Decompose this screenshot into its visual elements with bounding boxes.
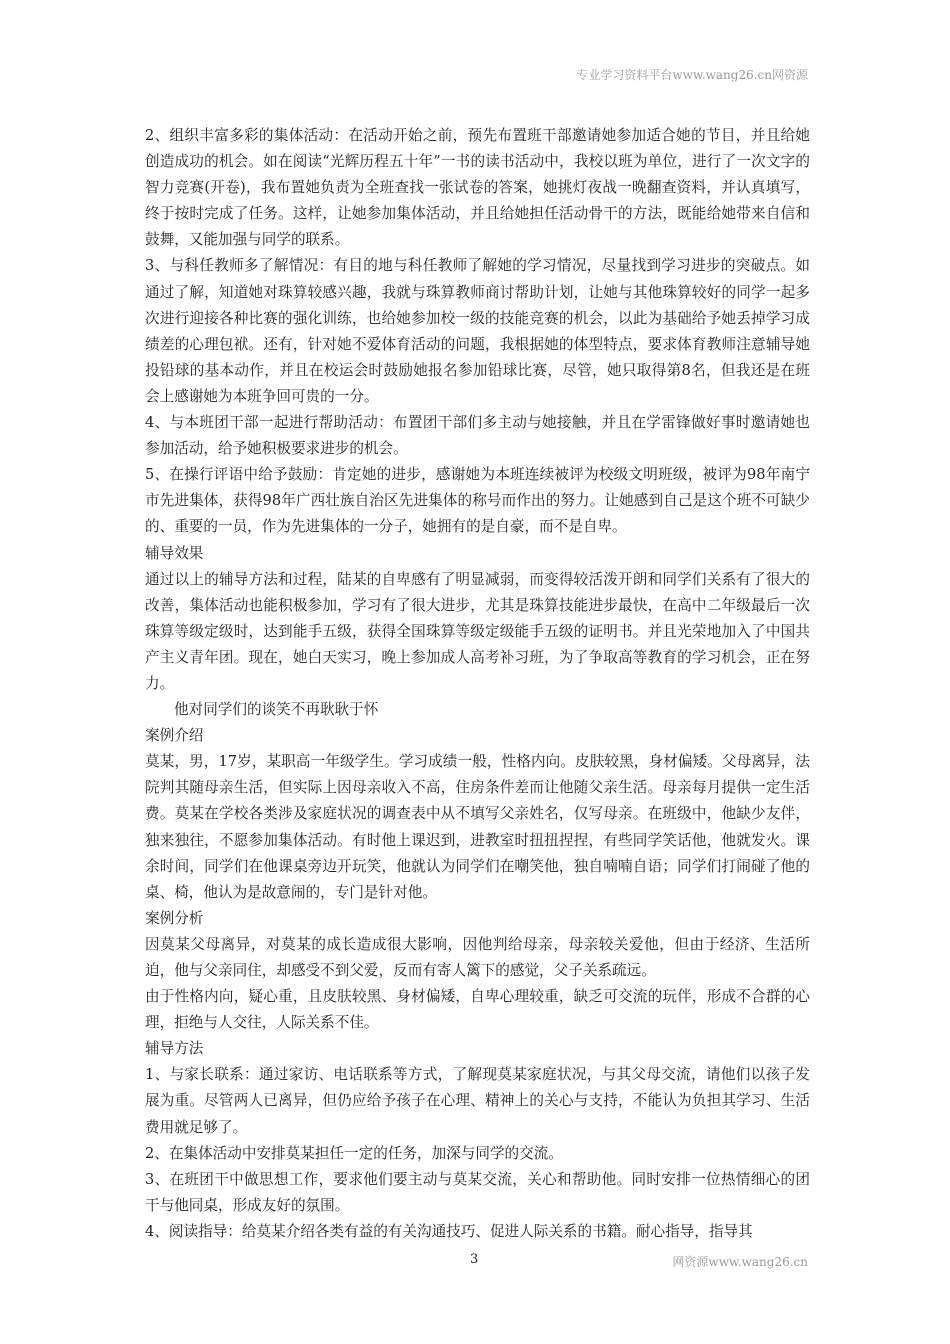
- paragraph: 4、与本班团干部一起进行帮助活动：布置团干部们多主动与她接触，并且在学雷锋做好事时邀请她也参加活动，给予她积极要求进步的机会。: [145, 414, 810, 458]
- page-footer: 网资源www.wang26.cn: [672, 1255, 808, 1269]
- paragraph: 莫某，男，17岁，某职高一年级学生。学习成绩一般，性格内向。皮肤较黑，身材偏矮。父母离异，法院判其随母亲生活，但实际上因母亲收入不高，住房条件差而让他随父亲生活。母亲每月提供一定生活费。莫某在学校各类涉及家庭状况的调查表中从不填写父亲姓名，仅写母亲。在班级中，他缺少友伴，独来独往，不愿参加集体活动。有时他上课迟到，进教室时扭扭捏捏，有些同学笑话他，他就发火。课余时间，同学们在他课桌旁边开玩笑，他就认为同学们在嘲笑他，独自喃喃自语；同学们打闹碰了他的桌、椅，他认为是故意闹的，专门是针对他。: [145, 753, 810, 901]
- section-heading: 案例介绍: [145, 727, 204, 745]
- section-heading: 案例分析: [145, 909, 204, 927]
- paragraph: 5、在操行评语中给予鼓励：肯定她的进步，感谢她为本班连续被评为校级文明班级，被评为98年南宁市先进集体，获得98年广西壮族自治区先进集体的称号而作出的努力。让她感到自己是这个班不可缺少的、重要的一员，作为先进集体的一分子，她拥有的是自豪，而不是自卑。: [145, 466, 810, 536]
- paragraph: 由于性格内向，疑心重，且皮肤较黑、身材偏矮，自卑心理较重，缺乏可交流的玩伴，形成不合群的心理，拒绝与人交往，人际关系不佳。: [145, 988, 810, 1032]
- paragraph: 1、与家长联系：通过家访、电话联系等方式，了解现莫某家庭状况，与其父母交流，请他们以孩子发展为重。尽管两人已离异，但仍应给予孩子在心理、精神上的关心与支持，不能认为负担其学习、生活费用就足够了。: [145, 1066, 810, 1136]
- page-header: 专业学习资料平台www.wang26.cn网资源: [576, 68, 808, 82]
- paragraph: 3、在班团干中做思想工作，要求他们要主动与莫某交流，关心和帮助他。同时安排一位热情细心的团干与他同桌，形成友好的氛围。: [145, 1170, 810, 1214]
- section-heading: 辅导方法: [145, 1040, 204, 1058]
- case-title: 他对同学们的谈笑不再耿耿于怀: [174, 701, 379, 719]
- paragraph: 3、与科任教师多了解情况：有目的地与科任教师了解她的学习情况，尽量找到学习进步的突破点。如通过了解，知道她对珠算较感兴趣，我就与珠算教师商讨帮助计划，让她与其他珠算较好的同学一起多次进行迎接各种比赛的强化训练，也给她参加校一级的技能竞赛的机会，以此为基础给予她丢掉学习成绩差的心理包袱。还有，针对她不爱体育活动的问题，我根据她的体型特点，要求体育教师注意辅导她投铅球的基本动作，并且在校运会时鼓励她报名参加铅球比赛，尽管，她只取得第8名，但我还是在班会上感谢她为本班争回可贵的一分。: [145, 257, 810, 405]
- paragraph: 通过以上的辅导方法和过程，陆某的自卑感有了明显减弱，而变得较活泼开朗和同学们关系有了很大的改善，集体活动也能积极参加，学习有了很大进步，尤其是珠算技能进步最快，在高中二年级最后一次珠算等级定级时，达到能手五级，获得全国珠算等级定级能手五级的证明书。并且光荣地加入了中国共产主义青年团。现在，她白天实习，晚上参加成人高考补习班，为了争取高等教育的学习机会，正在努力。: [145, 570, 810, 692]
- paragraph: 因莫某父母离异，对莫某的成长造成很大影响，因他判给母亲，母亲较关爱他，但由于经济、生活所迫，他与父亲同住，却感受不到父爱，反而有寄人篱下的感觉，父子关系疏远。: [145, 935, 810, 979]
- paragraph: 2、组织丰富多彩的集体活动：在活动开始之前，预先布置班干部邀请她参加适合她的节目，并且给她创造成功的机会。如在阅读“光辉历程五十年”一书的读书活动中，我校以班为单位，进行了一次文字的智力竞赛(开卷)，我布置她负责为全班查找一张试卷的答案，她挑灯夜战一晚翻查资料，并认真填写，终于按时完成了任务。这样，让她参加集体活动，并且给她担任活动骨干的方法，既能给她带来自信和鼓舞，又能加强与同学的联系。: [145, 127, 810, 249]
- page-number: 3: [470, 1252, 479, 1267]
- section-heading: 辅导效果: [145, 544, 204, 562]
- paragraph: 2、在集体活动中安排莫某担任一定的任务，加深与同学的交流。: [145, 1144, 563, 1162]
- paragraph: 4、阅读指导：给莫某介绍各类有益的有关沟通技巧、促进人际关系的书籍。耐心指导，指导其: [145, 1222, 753, 1240]
- document-body: [145, 123, 810, 1245]
